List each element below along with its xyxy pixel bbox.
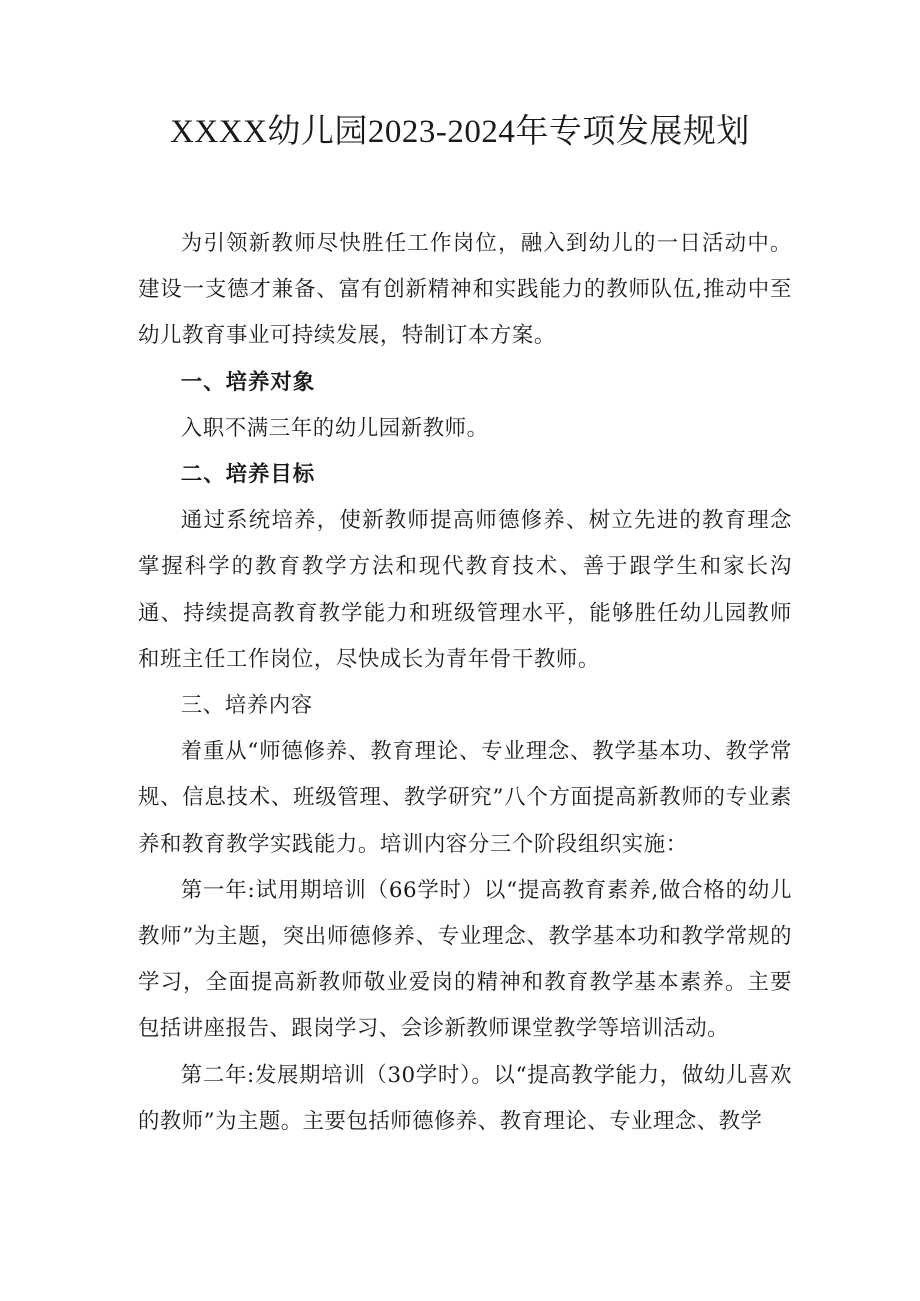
document-title: XXXX幼儿园2023-2024年专项发展规划	[170, 114, 750, 150]
content-paragraph: 着重从“师德修养、教育理论、专业理念、教学基本功、教学常规、信息技术、班级管理、教学研究”八个方面提高新教师的专业素养和教育教学实践能力。培训内容分三个阶段组织实施：	[138, 739, 792, 857]
target-paragraph: 入职不满三年的幼儿园新教师。	[180, 415, 489, 441]
section-heading-goals: 二、培养目标	[180, 462, 316, 488]
goals-paragraph: 通过系统培养，使新教师提高师德修养、树立先进的教育理念掌握科学的教育教学方法和现代教育技术、善于跟学生和家长沟通、持续提高教育教学能力和班级管理水平，能够胜任幼儿园教师和班主任工作岗位，尽快成长为青年骨干教师。	[138, 508, 792, 672]
document-body	[138, 221, 792, 1145]
first-year-paragraph: 第一年:试用期培训（66学时）以“提高教育素养,做合格的幼儿教师”为主题，突出师德修养、专业理念、教学基本功和教学常规的学习，全面提高新教师敬业爱岗的精神和教育教学基本素养。主要包括讲座报告、跟岗学习、会诊新教师课堂教学等培训活动。	[138, 877, 792, 1042]
second-year-paragraph: 第二年:发展期培训（30学时）。以“提高教学能力，做幼儿喜欢的教师”为主题。主要包括师德修养、教育理论、专业理念、教学	[138, 1062, 792, 1134]
section-heading-content: 三、培养内容	[180, 693, 313, 719]
intro-paragraph: 为引领新教师尽快胜任工作岗位，融入到幼儿的一日活动中。建设一支德才兼备、富有创新精神和实践能力的教师队伍,推动中至幼儿教育事业可持续发展，特制订本方案。	[138, 231, 792, 349]
section-heading-target: 一、培养对象	[180, 369, 316, 395]
